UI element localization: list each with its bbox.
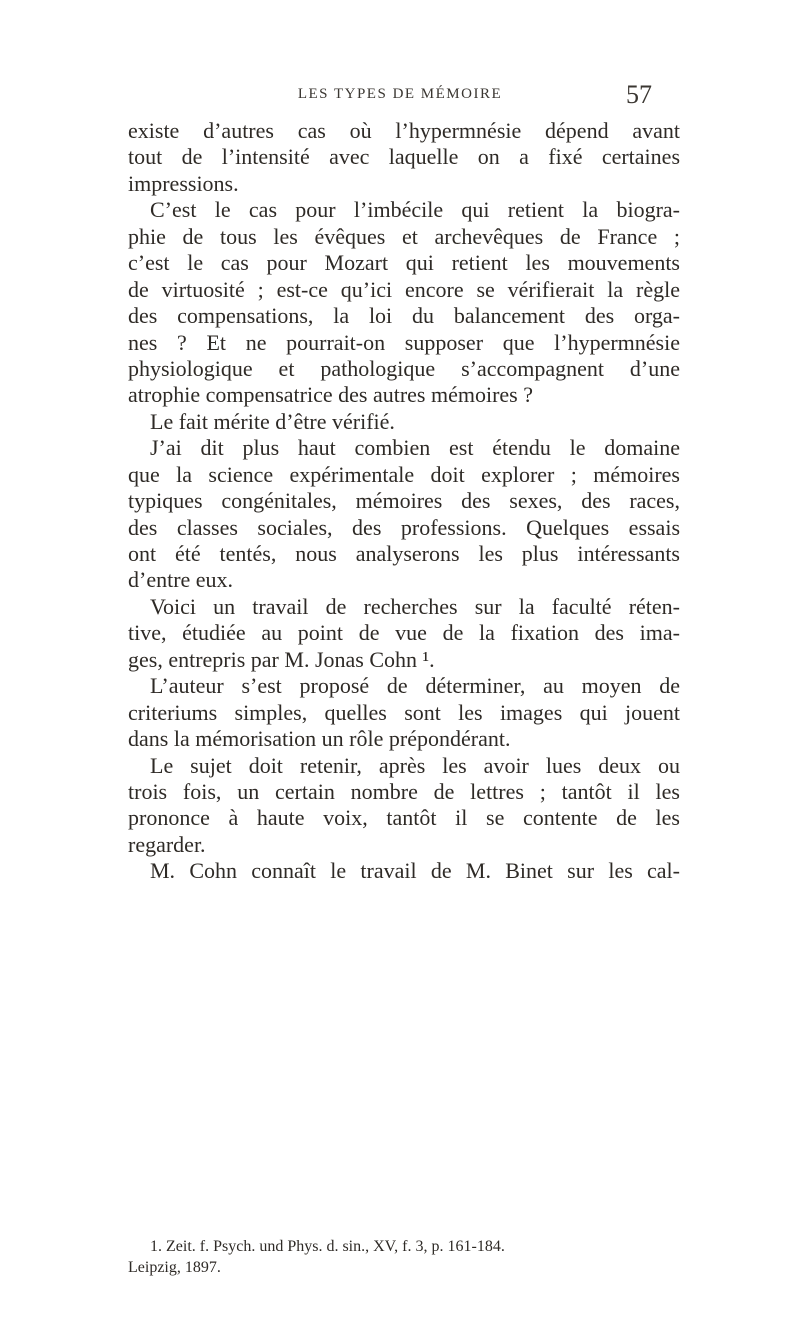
text-line: Le sujet doit retenir, après les avoir lues deux ou	[150, 752, 680, 778]
text-line: existe d’autres cas où l’hypermnésie dépend avant	[128, 118, 680, 143]
text-line: nes ? Et ne pourrait-on supposer que l’hypermnésie	[128, 329, 680, 355]
text-line: ges, entrepris par M. Jonas Cohn ¹.	[128, 646, 435, 672]
text-line: dans la mémorisation un rôle prépondérant.	[128, 726, 511, 752]
text-line: prononce à haute voix, tantôt il se contente de les	[128, 805, 680, 831]
footnotes	[128, 1236, 680, 1278]
text-line: typiques congénitales, mémoires des sexes, des races,	[128, 488, 680, 514]
text-line: atrophie compensatrice des autres mémoires ?	[128, 382, 534, 408]
text-line: tout de l’intensité avec laquelle on a fixé certaines	[128, 144, 680, 170]
text-line: impressions.	[128, 170, 239, 196]
text-line: d’entre eux.	[128, 567, 234, 593]
text-line: tive, étudiée au point de vue de la fixation des ima-	[128, 620, 680, 646]
text-line: criteriums simples, quelles sont les images qui jouent	[128, 699, 680, 725]
text-line: L’auteur s’est proposé de déterminer, au moyen de	[150, 673, 680, 699]
body-text	[128, 118, 680, 885]
text-line: M. Cohn connaît le travail de M. Binet sur les cal-	[150, 858, 680, 884]
footnote-line: 1. Zeit. f. Psych. und Phys. d. sin., XV, f. 3, p. 161-184.	[150, 1238, 505, 1255]
text-line: Le fait mérite d’être vérifié.	[150, 408, 395, 434]
text-line: ont été tentés, nous analyserons les plus intéressants	[128, 541, 680, 566]
text-line: de virtuosité ; est-ce qu’ici encore se vérifierait la règle	[128, 276, 680, 302]
text-line: c’est le cas pour Mozart qui retient les mouvements	[128, 250, 680, 276]
text-line: trois fois, un certain nombre de lettres ; tantôt il les	[128, 778, 680, 804]
text-line: phie de tous les évêques et archevêques de France ;	[128, 223, 680, 249]
running-head: LES TYPES DE MÉMOIRE	[297, 86, 503, 102]
text-line: Voici un travail de recherches sur la faculté réten-	[150, 593, 680, 619]
text-line: que la science expérimentale doit explorer ; mémoires	[128, 461, 680, 487]
text-line: regarder.	[128, 831, 206, 857]
text-line: des classes sociales, des professions. Quelques essais	[128, 514, 680, 540]
text-line: J’ai dit plus haut combien est étendu le domaine	[150, 435, 680, 461]
page-number: 57	[626, 80, 652, 109]
text-line: physiologique et pathologique s’accompagnent d’une	[128, 355, 680, 381]
text-line: C’est le cas pour l’imbécile qui retient la biogra-	[150, 197, 680, 223]
text-line: des compensations, la loi du balancement des orga-	[128, 303, 680, 329]
footnote-line: Leipzig, 1897.	[128, 1259, 221, 1276]
